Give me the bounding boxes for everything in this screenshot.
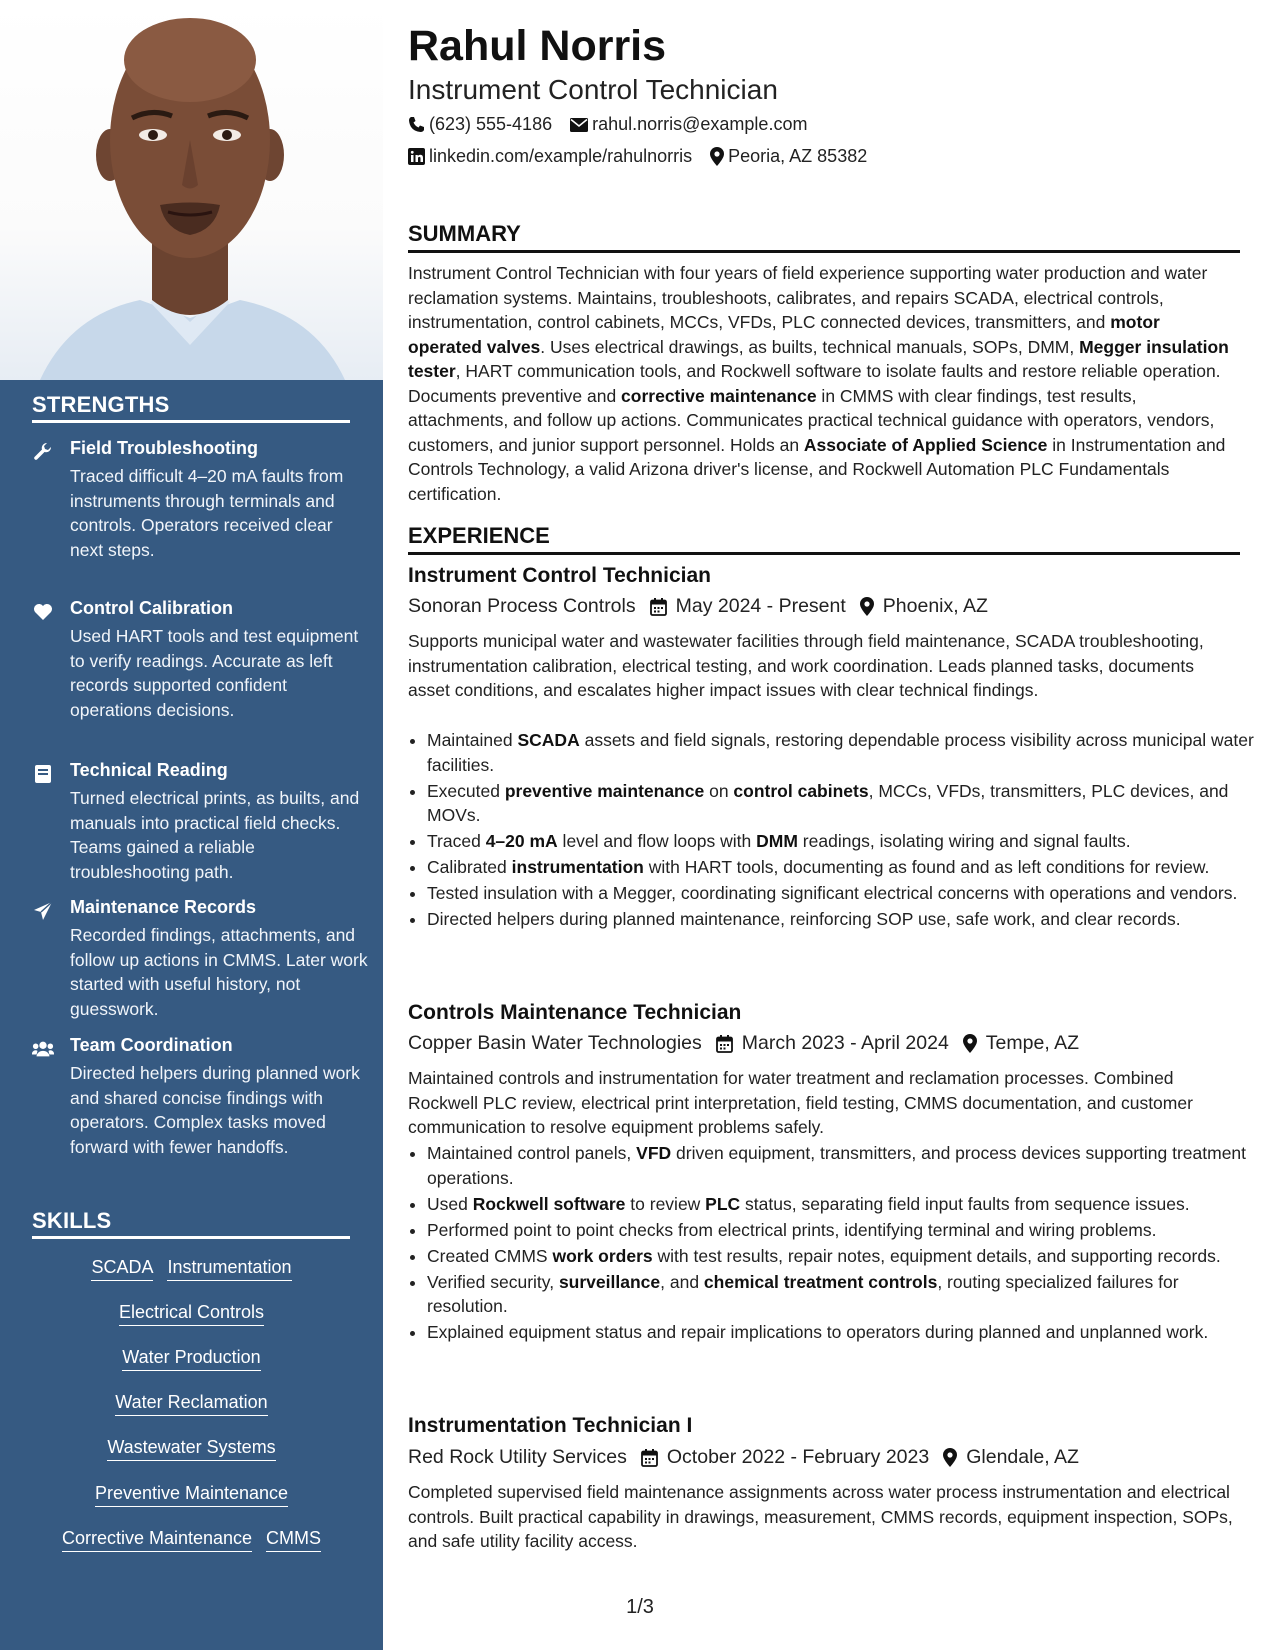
linkedin-icon [408, 148, 425, 165]
sidebar [0, 0, 383, 1650]
strength-item [32, 598, 362, 738]
strength-title: Control Calibration [70, 598, 233, 618]
strengths-heading: STRENGTHS [32, 392, 350, 423]
strength-item [32, 1035, 362, 1175]
bullet-item: • Explained equipment status and repair implications to operators during planned and unplanned work. [427, 1320, 1257, 1345]
skill-tag: Corrective Maintenance [62, 1528, 252, 1552]
job-meta [408, 1032, 1079, 1055]
bullet-item: • Tested insulation with a Megger, coordinating significant electrical concerns with operations and vendors. [427, 881, 1257, 906]
strength-title: Team Coordination [70, 1035, 233, 1055]
emphasis: Megger insulation tester [408, 336, 1229, 381]
heart-icon [32, 601, 54, 623]
strength-text: Directed helpers during planned work and shared concise findings with operators. Complex tasks moved forward with fewer handoffs. [70, 1063, 360, 1157]
strength-item [32, 438, 362, 558]
experience-heading: EXPERIENCE [408, 523, 1240, 555]
users-icon [32, 1038, 54, 1060]
job-title: Instrumentation Technician I [408, 1414, 693, 1437]
bullet-item: • Calibrated instrumentation with HART tools, documenting as found and as left conditions for review. [427, 855, 1257, 880]
strength-text: Traced difficult 4–20 mA faults from instruments through terminals and controls. Operators received clear next steps. [70, 466, 344, 560]
skill-tag: Preventive Maintenance [95, 1483, 288, 1507]
job-location: Tempe, AZ [985, 1032, 1080, 1054]
bullet-item: • Used Rockwell software to review PLC status, separating field input faults from sequence issues. [427, 1192, 1257, 1217]
strength-text: Turned electrical prints, as builts, and manuals into practical field checks. Teams gained a reliable troubleshooting path. [70, 788, 360, 882]
skills-row [0, 1483, 383, 1507]
strength-item [32, 897, 368, 1019]
job-title: Controls Maintenance Technician [408, 1001, 742, 1024]
skill-tag: Water Reclamation [115, 1392, 267, 1416]
contact-row [408, 146, 867, 167]
skill-tag: Water Production [122, 1347, 260, 1371]
emphasis: motor operated valves [408, 312, 1160, 357]
company-name: Red Rock Utility Services [408, 1446, 627, 1468]
skills-row [0, 1257, 383, 1281]
bullet-item: • Verified security, surveillance, and chemical treatment controls, routing specialized failures for resolution. [427, 1270, 1257, 1319]
skills-heading: SKILLS [32, 1208, 350, 1239]
bullet-item: • Executed preventive maintenance on control cabinets, MCCs, VFDs, transmitters, PLC devices, and MOVs. [427, 779, 1257, 828]
calendar-icon [650, 598, 667, 616]
bullet-item: • Maintained SCADA assets and field signals, restoring dependable process visibility across municipal water facilities. [427, 728, 1257, 777]
company-name: Sonoran Process Controls [408, 595, 636, 617]
strength-item [32, 760, 362, 880]
job-dates: May 2024 - Present [675, 595, 846, 617]
skills-row [0, 1437, 383, 1461]
job-location: Glendale, AZ [966, 1446, 1079, 1468]
skills-row [0, 1528, 383, 1552]
job-description: Maintained controls and instrumentation for water treatment and reclamation processes. Combined Rockwell PLC review, electrical print interpretation, field testing, CMMS documentation, and customer communication to resolve equipment problems safely. [408, 1068, 1193, 1137]
strength-text: Recorded findings, attachments, and follow up actions in CMMS. Later work started with useful history, not guesswork. [70, 925, 368, 1019]
skill-tag: CMMS [266, 1528, 321, 1552]
job-location: Phoenix, AZ [882, 595, 988, 617]
job-meta [408, 1446, 1079, 1469]
contact-row [408, 114, 807, 135]
bullet-item: • Directed helpers during planned maintenance, reinforcing SOP use, safe work, and clear records. [427, 907, 1257, 932]
strength-text: Used HART tools and test equipment to verify readings. Accurate as left records supported confident operations decisions. [70, 626, 359, 720]
strength-title: Field Troubleshooting [70, 438, 258, 458]
calendar-icon [716, 1035, 733, 1053]
email-link[interactable]: rahul.norris@example.com [592, 114, 808, 134]
profile-photo [0, 0, 383, 380]
skill-tag: SCADA [91, 1257, 153, 1281]
location-text: Peoria, AZ 85382 [728, 146, 868, 166]
strength-title: Maintenance Records [70, 897, 257, 917]
job-description: Completed supervised field maintenance assignments across water process instrumentation and electrical controls. Built practical capability in drawings, measurement, CMMS records, equipment inspection, SOPs, and safe utility facility access. [408, 1482, 1233, 1551]
map-pin-icon [710, 147, 724, 166]
emphasis: Associate of Applied Science [803, 434, 1048, 455]
envelope-icon [570, 118, 588, 132]
job-bullets [408, 1141, 1257, 1346]
job-description: Supports municipal water and wastewater facilities through field maintenance, SCADA troubleshooting, instrumentation calibration, electrical testing, and work coordination. Leads planned tasks, documents asset conditions, and escalates higher impact issues with clear technical findings. [408, 631, 1204, 700]
phone-number[interactable]: (623) 555-4186 [429, 114, 553, 134]
map-pin-icon [860, 597, 874, 616]
skill-tag: Wastewater Systems [107, 1437, 275, 1461]
job-dates: October 2022 - February 2023 [666, 1446, 930, 1468]
bullet-item: • Maintained control panels, VFD driven equipment, transmitters, and process devices supporting treatment operations. [427, 1141, 1257, 1190]
skill-tag: Instrumentation [167, 1257, 291, 1281]
strength-title: Technical Reading [70, 760, 228, 780]
bullet-item: • Traced 4–20 mA level and flow loops with DMM readings, isolating wiring and signal faults. [427, 829, 1257, 854]
map-pin-icon [963, 1034, 977, 1053]
linkedin-link[interactable]: linkedin.com/example/rahulnorris [429, 146, 693, 166]
job-meta [408, 595, 988, 618]
summary-text: Instrument Control Technician with four years of field experience supporting water production and water reclamation systems. Maintains, troubleshoots, calibrates, and repairs SCADA, electrical controls, instrumentation, control cabinets, MCCs, VFDs, PLC connected devices, transmitters, and motor operated valves. Uses electrical drawings, as builts, technical manuals, SOPs, DMM, Megger insulation tester, HART communication tools, and Rockwell software to isolate faults and restore reliable operation. Documents preventive and corrective maintenance in CMMS with clear findings, test results, attachments, and follow up actions. Communicates practical technical guidance with operators, vendors, customers, and junior support personnel. Holds an Associate of Applied Science in Instrumentation and Controls Technology, a valid Arizona driver's license, and Rockwell Automation PLC Fundamentals certification. [408, 263, 1229, 504]
skills-row [0, 1392, 383, 1416]
bullet-item: • Performed point to point checks from electrical prints, identifying terminal and wiring problems. [427, 1218, 1257, 1243]
skills-row [0, 1347, 383, 1371]
candidate-title: Instrument Control Technician [408, 74, 778, 105]
page-number: 1/3 [626, 1596, 654, 1618]
skill-tag: Electrical Controls [119, 1302, 264, 1326]
job-dates: March 2023 - April 2024 [741, 1032, 949, 1054]
job-bullets [408, 728, 1257, 933]
skills-row [0, 1302, 383, 1326]
emphasis: corrective maintenance [621, 385, 817, 406]
wrench-icon [32, 441, 54, 463]
summary-heading: SUMMARY [408, 221, 1240, 253]
candidate-name: Rahul Norris [408, 22, 667, 70]
bullet-item: • Created CMMS work orders with test results, repair notes, equipment details, and supporting records. [427, 1244, 1257, 1269]
phone-icon [408, 116, 425, 133]
book-icon [32, 763, 54, 785]
company-name: Copper Basin Water Technologies [408, 1032, 702, 1054]
job-title: Instrument Control Technician [408, 564, 711, 587]
map-pin-icon [943, 1448, 957, 1467]
calendar-icon [641, 1449, 658, 1467]
paper-plane-icon [32, 900, 54, 922]
